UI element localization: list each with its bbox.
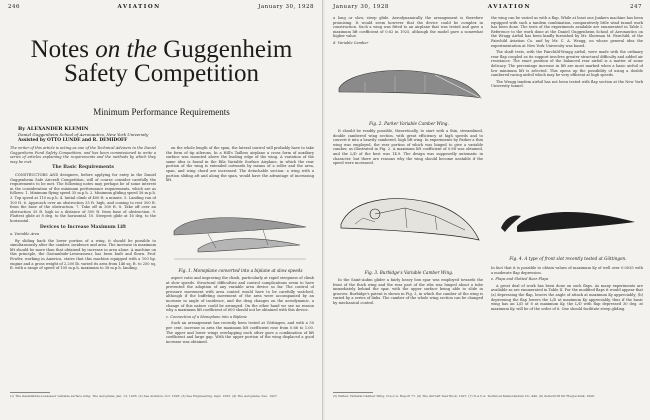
right-page-number: 247 xyxy=(630,4,642,10)
subhead-variable-area: a. Variable Area xyxy=(10,232,40,237)
left-page xyxy=(0,0,323,420)
left-journal-name: AVIATION xyxy=(117,4,161,10)
title-part-3: Guggenheim xyxy=(156,36,293,63)
col2-paragraph-1: on the whole length of the span, the lateral control will probably have to take the form of tip ailerons. In a Hill's Tailless airplane a cross form of auxiliary surface was mounted above the leading edge of the wing. A variation of the same idea is found in the Rila Variable Surface Airplane, in which the rear portion of the wing is extended outwards by means of a roller and the area, span, and wing chord are increased. The detachable section: a wing with a portion sliding aft and along the span, would have the advantage of increasing lift. xyxy=(166,146,314,183)
fig2-caption: Fig. 2. Parker Variable Camber Wing. xyxy=(369,121,449,126)
r-col2-paragraph-5: A great deal of work has been done on such flaps. As many experiments are available as are enumerated in Table II. For the modified flaps it would appear that (a) depressing the flap, lowers the angle of attack at maximum Ky appreciably; (b) depressing the flap lowers the L/D at maximum Ky appreciably, thus if the basic wing has an L/D of 8 at maximum Ky, the L/D with flap depressed 30 deg. at maximum Ky, will be of the order of 6. One should facilitate steep gliding. xyxy=(491,283,643,311)
left-issue-date: January 30, 1928 xyxy=(258,4,314,10)
right-page xyxy=(325,0,650,420)
footnote-rule xyxy=(10,392,50,393)
right-column-1-top xyxy=(333,16,483,60)
author-name: By ALEXANDER KLEMIN xyxy=(18,126,89,132)
fig2-parker-wing-drawing xyxy=(335,58,483,120)
left-footnotes: (1) The Gastambide-Levasseur variable surface wing, The Aeroplane, Jan. 13, 1926. (2) See Aviation, Oct. 1926. (3) See Engineering, Sept. 1925. (4) The Aeroplane, Dec. 1927. xyxy=(10,394,278,398)
left-running-head xyxy=(8,4,314,14)
subhead-monoplane-biplane: c. Connection of a Monoplane into a Biplane xyxy=(166,314,247,319)
right-column-2-bottom xyxy=(491,266,643,390)
right-journal-name: AVIATION xyxy=(487,4,531,10)
heading-lift-devices: Devices to Increase Maximum Lift xyxy=(39,224,127,230)
fig3-burbidge-wing-drawing xyxy=(335,178,483,268)
title-part-2: on the xyxy=(95,36,157,63)
fig1-monoplane-biplane-drawing xyxy=(168,205,313,267)
fig4-front-slot-drawing xyxy=(495,196,641,254)
r-col1-paragraph-2: It should be readily possible, theoretically, to start with a thin, streamlined, double cambered wing section, with great efficiency at high speeds and to convert it into a heavily cambered, high lift wing. In experiments by Parker a thin wing was employed, the rear portion of which was hinged to give a variable camber, as illustrated in Fig. 2. A maximum lift coefficient of 0.88 was obtained, and the L/D of the best was 14.9. The design was supposedly automatic in character, but there are reasons why the wing should become unstable if the speed were increased. xyxy=(333,129,483,166)
intro-note: The writer of this article is acting as one of the Technical Advisers to the Daniel Guggenheim Fund Safety Competition, and has been commissioned to write a series of articles explaining the requirements and the methods by which they may be met. xyxy=(10,146,156,164)
left-page-number: 246 xyxy=(8,4,20,10)
right-column-1-bottom xyxy=(333,278,483,388)
article-title xyxy=(0,38,323,86)
col2-paragraph-3: Such an arrangement has recently been tested at Göttingen, and with a 50 per cent. increase in area the maximum lift coefficient rose from 0.66 to 1.00. The upper and lower wings overlapping each other gave a combination of lift coefficient and large gap. With the upper portion of the wing displaced a good increase was obtained. xyxy=(166,321,314,344)
col2-paragraph-2: aspect ratio and improving the climb, particularly at rapid steepness of climb at slow speeds. Structural difficulties and control complications seem to have prevented the adoption of any variable area device so far. The control of pressure movement with area control would have to be carefully watched, although if the buffeting movement of the area were accompanied by an increase in angle of incidence, and the drag changes on the aerodynamic, a change of this nature could be arranged. On the other hand we see no reason why a maximum lift coefficient of 600 should not be obtained with this device. xyxy=(166,276,314,313)
left-column-2-top xyxy=(166,146,314,204)
author-affiliation: Daniel Guggenheim School of Aeronautics, New York University xyxy=(18,132,149,137)
title-part-1: Notes xyxy=(30,36,96,63)
r-col2-paragraph-4: In fact that it is possible to obtain values of maximum Ky of well over 0.0035 with a moderate flap depression. xyxy=(491,266,643,275)
r-col2-paragraph-2: The shaft tests, with the Fairchild-Wragg airfoil, were made with the ordinary rear flap coupled as its support involves greater structural difficulty and added air resistance. The exact position of the balanced rear airfoil is a matter of some delicacy. The percentage increase in lift are most marked when a basic airfoil of low minimum lift is selected. This opens up the possibility of using a double cambered racing airfoil which may be very efficient at high speeds. xyxy=(491,50,643,78)
left-column-1 xyxy=(10,146,156,404)
col1-paragraph-2: By sliding back the lower portion of a wing, it should be possible to simultaneously alter the camber, incidence and area. The increase in maximum lift should be more than that obtained by increase in area alone. A machine on this principle, the Gastambide-Levavasseur, has been built and flown. Prof. Fowler, working in America, states that this machine equipped with a 100 hp. engine and a gross weight of 2,200 lb. varied its area from 146 sq. ft. to 250 sq. ft. with a range of speed of 100 m.p.h. maximum to 38 m.p.h. landing. xyxy=(10,238,156,271)
right-footnote-rule xyxy=(333,392,373,393)
r-col2-paragraph-1: the wing can be varied as with a flap. While at least one Junkers machine has been equipped with such a tandem combination, comparatively little wind tunnel work has been done. The tests of the experiments available are enumerated in Table I. Reference to the work done at the Daniel Guggenheim School of Aeronautics on the Wragg Airfoil has been kindly furnished by Mr. Sherman M. Fairchild, of the Fairchild Aviation Co. and by Mr. C. A. Wragg, on whose general idea the experimentation at New York University was based. xyxy=(491,16,643,48)
col1-paragraph-1: CONSTRUCTORS AND designers, before applying for entry in the Daniel Guggenheim Safe Aircraft Competition, will of course consider carefully the requirements to be met. The following notes may perhaps be of some interest in the consideration of the minimum performance requirements, which are as follows: 1. Minimum flying speed 35 m.p.h. 2. Minimum gliding speed 38 m.p.h. 3. Top speed at 110 m.p.h. 4. Initial climb of 400 ft. a minute. 5. Landing run of 100 ft. 6. Approach over an obstruction 35 ft. high, and coming to rest 300 ft. from the base of the obstruction. 7. Take off in 300 ft. 8. Take off over an obstruction 35 ft. high in a distance of 500 ft. from base of obstruction. 9. Flattest glide at 8 deg. to the horizontal. 10. Steepest glide at 16 deg. to the horizontal. xyxy=(10,172,156,223)
title-line-2: Safety Competition xyxy=(63,60,260,87)
right-running-head xyxy=(333,4,642,14)
right-issue-date: January 30, 1928 xyxy=(333,4,389,10)
r-col2-paragraph-3: The Wragg tandem airfoil has not been tested with flap section at the New York University tunnel. xyxy=(491,79,643,89)
fig1-caption: Fig. 1. Monoplane converted into a biplane at slow speeds xyxy=(178,268,303,273)
right-column-2-top xyxy=(491,16,643,194)
right-footnotes: (5) Parker, Variable Camber Wing, N.A.C.A. Report 77. (6) The Aircraft Year Book, 1927. (7) N.A.C.A. Technical Memorandum No. 446. (8) Zeitschrift für Flugtechnik, 1926. xyxy=(333,394,596,398)
r-col1-paragraph-1: a long or slow, steep glide. Aerodynamically the arrangement is therefore promising. It would seem however that the device could be complex in construction. Such a wing was fitted to an airplane that was tested and gave a maximum lift coefficient of 0.62 in 1925, although the model gave a somewhat higher value. xyxy=(333,16,483,39)
article-subtitle: Minimum Performance Requirements xyxy=(93,107,230,117)
subhead-flaps: e. Flaps and Slotted Rear Flaps xyxy=(491,277,549,282)
subhead-variable-camber: d. Variable Camber xyxy=(333,40,369,45)
heading-basic-requirements: The Basic Requirements xyxy=(52,165,114,171)
right-column-1-middle xyxy=(333,129,483,177)
r-col1-paragraph-3: In the Saint-Aubin glider a fairly heavy box spar was employed towards the front of the thick wing and the rear part of the ribs was hinged about a tube immediately behind the spar, with the upper surface being able to slide in grooves. Burbidge's patent is shown in Fig. 3, in which the camber of the wing is varied by a series of links. The camber of the whole wing section can be changed by mechanical control. xyxy=(333,278,483,305)
fig4-caption: Fig. 4. A type of front slot recently tested at Göttingen. xyxy=(509,256,627,261)
left-column-2-bottom xyxy=(166,276,314,386)
assistants: Assisted by OTTO LUNDE and R. DEMIDOFF xyxy=(18,138,128,143)
fig3-caption: Fig. 3. Burbidge's Variable Camber Wing. xyxy=(364,270,454,275)
